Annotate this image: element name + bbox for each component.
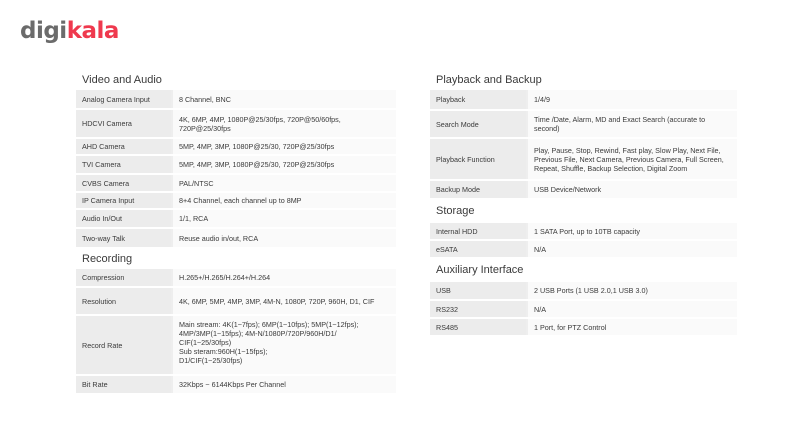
spec-key: CVBS Camera (76, 175, 171, 191)
spec-value: 5MP, 4MP, 3MP, 1080P@25/30, 720P@25/30fps (173, 139, 396, 154)
spec-value-line: Main stream: 4K(1~7fps); 6MP(1~10fps); 5MP(1~12fps); (179, 320, 359, 329)
spec-row (76, 269, 396, 286)
spec-row (430, 282, 737, 299)
logo-text-kala: kala (66, 18, 119, 44)
spec-key: AHD Camera (76, 139, 171, 154)
spec-row (430, 223, 737, 239)
spec-value: H.265+/H.265/H.264+/H.264 (173, 269, 396, 286)
spec-key: RS485 (430, 319, 526, 335)
spec-key: HDCVI Camera (76, 110, 171, 137)
spec-key: Search Mode (430, 111, 526, 137)
spec-row (76, 90, 396, 108)
spec-value: 1/1, RCA (173, 210, 396, 227)
spec-value-line: CIF(1~25/30fps) (179, 338, 232, 347)
spec-value-line: Sub steram:960H(1~15fps); (179, 347, 268, 356)
spec-key: Two-way Talk (76, 229, 171, 247)
logo-text-digi: digi (20, 18, 67, 44)
spec-row (430, 90, 737, 109)
spec-key: eSATA (430, 241, 526, 257)
spec-value: 2 USB Ports (1 USB 2.0,1 USB 3.0) (528, 282, 737, 299)
spec-row (76, 156, 396, 173)
spec-row (430, 319, 737, 335)
spec-key: Playback (430, 90, 526, 109)
spec-value: 5MP, 4MP, 3MP, 1080P@25/30, 720P@25/30fps (173, 156, 396, 173)
spec-row (76, 175, 396, 191)
spec-row (430, 241, 737, 257)
section-title-auxiliary-interface: Auxiliary Interface (436, 264, 524, 276)
spec-value: N/A (528, 241, 737, 257)
spec-value: Play, Pause, Stop, Rewind, Fast play, Slow Play, Next File, Previous File, Next Camera, Previous Camera, Full Screen, Repeat, Shuffle, Backup Selection, Digital Zoom (528, 139, 737, 179)
digikala-logo[interactable] (20, 16, 119, 46)
right-spec-column (430, 70, 737, 337)
spec-key: Backup Mode (430, 181, 526, 198)
section-title-playback-backup: Playback and Backup (436, 74, 542, 86)
left-spec-column (76, 70, 396, 395)
spec-value: Time /Date, Alarm, MD and Exact Search (accurate to second) (528, 111, 737, 137)
spec-value: PAL/NTSC (173, 175, 396, 191)
spec-key: RS232 (430, 301, 526, 317)
spec-row (76, 210, 396, 227)
spec-value (173, 316, 396, 374)
spec-value-line: D1/CIF(1~25/30fps) (179, 356, 243, 365)
spec-row (76, 376, 396, 393)
spec-row (76, 229, 396, 247)
spec-row (430, 301, 737, 317)
spec-value-line: 4MP/3MP(1~15fps); 4M-N/1080P/720P/960H/D1/ (179, 329, 337, 338)
spec-key: Internal HDD (430, 223, 526, 239)
spec-row (76, 316, 396, 374)
spec-value: 8+4 Channel, each channel up to 8MP (173, 193, 396, 208)
spec-value: 1 SATA Port, up to 10TB capacity (528, 223, 737, 239)
spec-key: Resolution (76, 288, 171, 314)
spec-value: Reuse audio in/out, RCA (173, 229, 396, 247)
spec-row (430, 139, 737, 179)
section-title-video-audio: Video and Audio (82, 74, 162, 86)
spec-value: 32Kbps ~ 6144Kbps Per Channel (173, 376, 396, 393)
spec-value: 1/4/9 (528, 90, 737, 109)
spec-value: N/A (528, 301, 737, 317)
section-title-recording: Recording (82, 253, 133, 265)
spec-key: Bit Rate (76, 376, 171, 393)
spec-key: IP Camera Input (76, 193, 171, 208)
spec-row (76, 139, 396, 154)
spec-value: 4K, 6MP, 5MP, 4MP, 3MP, 4M-N, 1080P, 720P, 960H, D1, CIF (173, 288, 396, 314)
spec-key: USB (430, 282, 526, 299)
spec-key: Playback Function (430, 139, 526, 179)
spec-key: Compression (76, 269, 171, 286)
spec-row (76, 193, 396, 208)
spec-key: Audio In/Out (76, 210, 171, 227)
spec-value: 4K, 6MP, 4MP, 1080P@25/30fps, 720P@50/60fps, 720P@25/30fps (173, 110, 396, 137)
spec-key: Record Rate (76, 316, 171, 374)
spec-key: Analog Camera Input (76, 90, 171, 108)
spec-row (76, 288, 396, 314)
spec-row (430, 111, 737, 137)
spec-key: TVI Camera (76, 156, 171, 173)
spec-value: 8 Channel, BNC (173, 90, 396, 108)
spec-row (430, 181, 737, 198)
spec-row (76, 110, 396, 137)
spec-value: USB Device/Network (528, 181, 737, 198)
spec-value: 1 Port, for PTZ Control (528, 319, 737, 335)
section-title-storage: Storage (436, 205, 475, 217)
